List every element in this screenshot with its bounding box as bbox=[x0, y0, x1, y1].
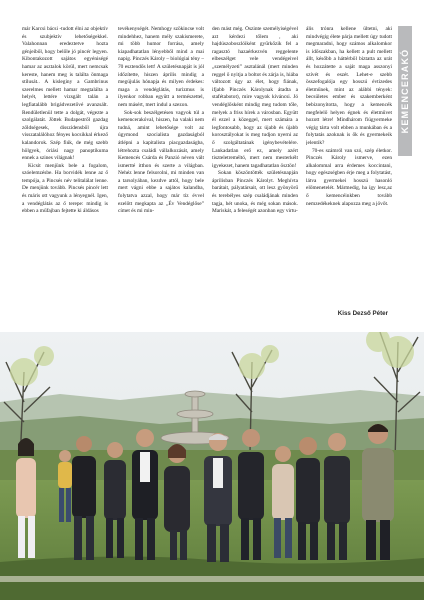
section-tab bbox=[398, 26, 412, 156]
paragraph: Kicsit menjünk bele a fogalom, szóelemzésbe. Ha borvidék lenne az ő tempója, a Pincsés név telitalálat lenne. De menjünk tovább. Pincsés pincér lett és máris ott vagyunk a lényegnél. Igen, a vendéglátás az ő terepe: mindig is ebben a műfajban fejtette ki áldásos bbox=[22, 162, 108, 215]
paragraph: már Karcsi bácsi -tudott élni az objektív és szubjektív lehetőségekkel. Valahonnan eredeztetve hozta génjeiből, hogy belőle jó pincér legyen. Kibontakozott sajátos egyéniségé hamar az asztalok körül, mert nemcsak kereste, hanem meg is találta önmaga stílusát.. A kisleginy a Gambrinus szerelmes mellett hamar megtalálta a helyét, lettére vizsgált talán a legfiatalább brigádvezetővé avanzsált. Rendületlenül tette a dolgát, végezte a szolgálatát. Jöttek Budapestről gazdag zöldségesek, disszidensből újra visszatalálóhoz fényes kocsikkal érkező kalandorok. Szép fiúk, de még szebb hölgyek, óriási nagy panoptikuma ennek a szines világnak! bbox=[22, 26, 108, 162]
article-column-3 bbox=[212, 26, 298, 310]
article-column-1 bbox=[22, 26, 108, 310]
group-photo bbox=[0, 332, 424, 600]
paragraph: Sok-sok beszélgetésen vagyok túl a kemencerakóval, hiszen, ha valaki nem tudná, amint lehetősége volt az úgymond szocialista gazdaságból átlépni a kapitalista piacgazdaságba, létrehozta családi vállalkozását, amely Kemencés Csárda és Panzió néven vált ismertté itthon és szerte a világban. Nehéz lenne felsorolni, mi minden van a tarsolyában, kezdve attól, hogy bele mert vágni ebbe a sajátos kalandba, folytatva azzal, hogy már tíz évvel ezelőtt megkapta az „Év Vendéglőse” címet és mi min- bbox=[118, 109, 204, 215]
article-body bbox=[22, 26, 394, 310]
article-column-4 bbox=[306, 26, 392, 310]
paragraph: Sokan köszöntötték születésnapján áprilisban Pinczés Károlyt. Meghívta barátait, pályatársait, ott lesz gyönyörű és terebélyes szép családjának minden tagja, hét unoka, és még sokan mások. Mariskát, a feleségét azonban egy virtu- bbox=[212, 170, 298, 215]
paragraph: tevékenységét. Nemhogy szökincse volt mindehhez, hanem mély szakismerete, mi több humor forrása, amely kiapadhatatlan lényebből mind a mai napig. Pinczés Károly – biológiai tény – 70 esztendős lett! A születésnapját is jól időzítette, hiszen április mindig a megújulás hónapja és milyen érdekes: maga a vendéglátás, turizmus is ilyenkor robban együtt a természettel, nem másért, mert indul a szezon. bbox=[118, 26, 204, 108]
section-tab-label: KEMENCERAKÓ bbox=[400, 48, 410, 134]
paragraph: den mást még. Őszinte személyiségével azt kérdezi tőlem , aki hajdúszoboszlóiként gyűrkőzik fel a ragasztó hazaérkezvén reggelente elbeszélget vele vendégeivel „személyzeti” asztalánál (mert minden reggel ő nyitja a boltot és zárja is, hiába változott úgy az élet, hogy fiának, ifjabb Pinczés Károlynak átadta a stafétabotot), mire vagyok kíváncsi. Jó vendéglősként mindig meg tudom tőle, melyek a friss hírek a városban. Együtt él ezzel a közeggel, mert számára a legfontosabb, hogy az újabb és újabb korosztályokat is meg tudjon nyerni az ő szolgáltatának igénybevételére. Lankadatlan erő ez, amely azért tiszteletreméltó, mert nem mesterkélt igyekezet, hanem tagadhatatlan ösztön! bbox=[212, 26, 298, 169]
author-signature: Kiss Dezső Péter bbox=[337, 310, 388, 317]
article-column-2 bbox=[118, 26, 204, 310]
paragraph: 70-es számról van szó, szép életkor. Pinczés Károly ismerve, ezen alkalommal arra érdemes koccintani, hogy egészségben érje meg a folytatást, látva gyermekei hosszú hasonló előmenetelét. Mármedig, ha így lesz,az ő kemencéinkben tovább nemzedékeknek alapozza meg a jövőt. bbox=[306, 147, 392, 207]
paragraph: ális trónra kellene ültetni, aki mindvégig élete párja mellett úgy tudott megmaradni, hogy számos alkalomkor is időszakban, ha kellett a pult mellett állt, később a háttérből biztatta az urát és hozzátette a saját maga asszonyi szívét és eszét. Lehet-e szebb összefogalója egy hosszú évtizedes életműnek, mint az alábbi tények: becsületes ember és szakemberként bebizonyította, hogy a kemencék megfelelő helyen égnek és életművet hozott létre! Mindhárom fiúgyermeke végig tárta volt ebben a munkában és a folytatás azoknak is ők és gyermekeik jelentik? bbox=[306, 26, 392, 146]
